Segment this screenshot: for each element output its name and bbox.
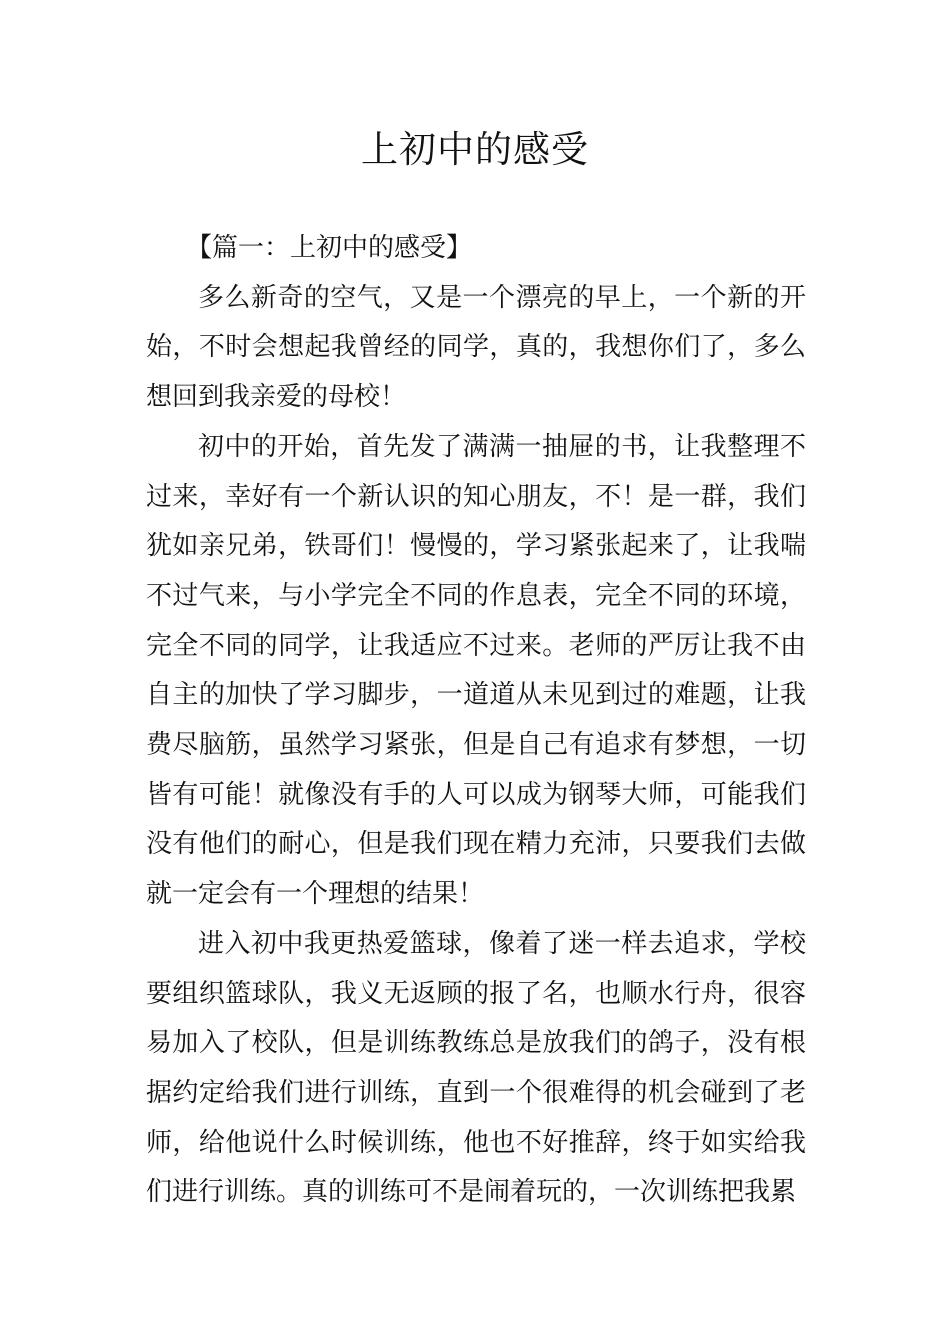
section-heading: 【篇一：上初中的感受】 [186, 233, 473, 263]
paragraph-3: 进入初中我更热爱篮球，像着了迷一样去追求，学校要组织篮球队，我义无返顾的报了名，也顺水行舟，很容易加入了校队，但是训练教练总是放我们的鸽子，没有根据约定给我们进行训练，直到一个很难得的机会碰到了老师，给他说什么时候训练，他也不好推辞，终于如实给我们进行训练。真的训练可不是闹着玩的，一次训练把我累 [146, 928, 806, 1208]
document-body [146, 224, 806, 1218]
paragraph-1: 多么新奇的空气，又是一个漂亮的早上，一个新的开始，不时会想起我曾经的同学，真的，我想你们了，多么想回到我亲爱的母校！ [146, 282, 806, 413]
paragraph-2: 初中的开始，首先发了满满一抽屉的书，让我整理不过来，幸好有一个新认识的知心朋友，不！是一群，我们犹如亲兄弟，铁哥们！慢慢的，学习紧张起来了，让我喘不过气来，与小学完全不同的作息表，完全不同的环境，完全不同的同学，让我适应不过来。老师的严厉让我不由自主的加快了学习脚步，一道道从未见到过的难题，让我费尽脑筋，虽然学习紧张，但是自己有追求有梦想，一切皆有可能！就像没有手的人可以成为钢琴大师，可能我们没有他们的耐心，但是我们现在精力充沛，只要我们去做就一定会有一个理想的结果！ [146, 431, 806, 910]
document-title: 上初中的感受 [361, 128, 589, 171]
